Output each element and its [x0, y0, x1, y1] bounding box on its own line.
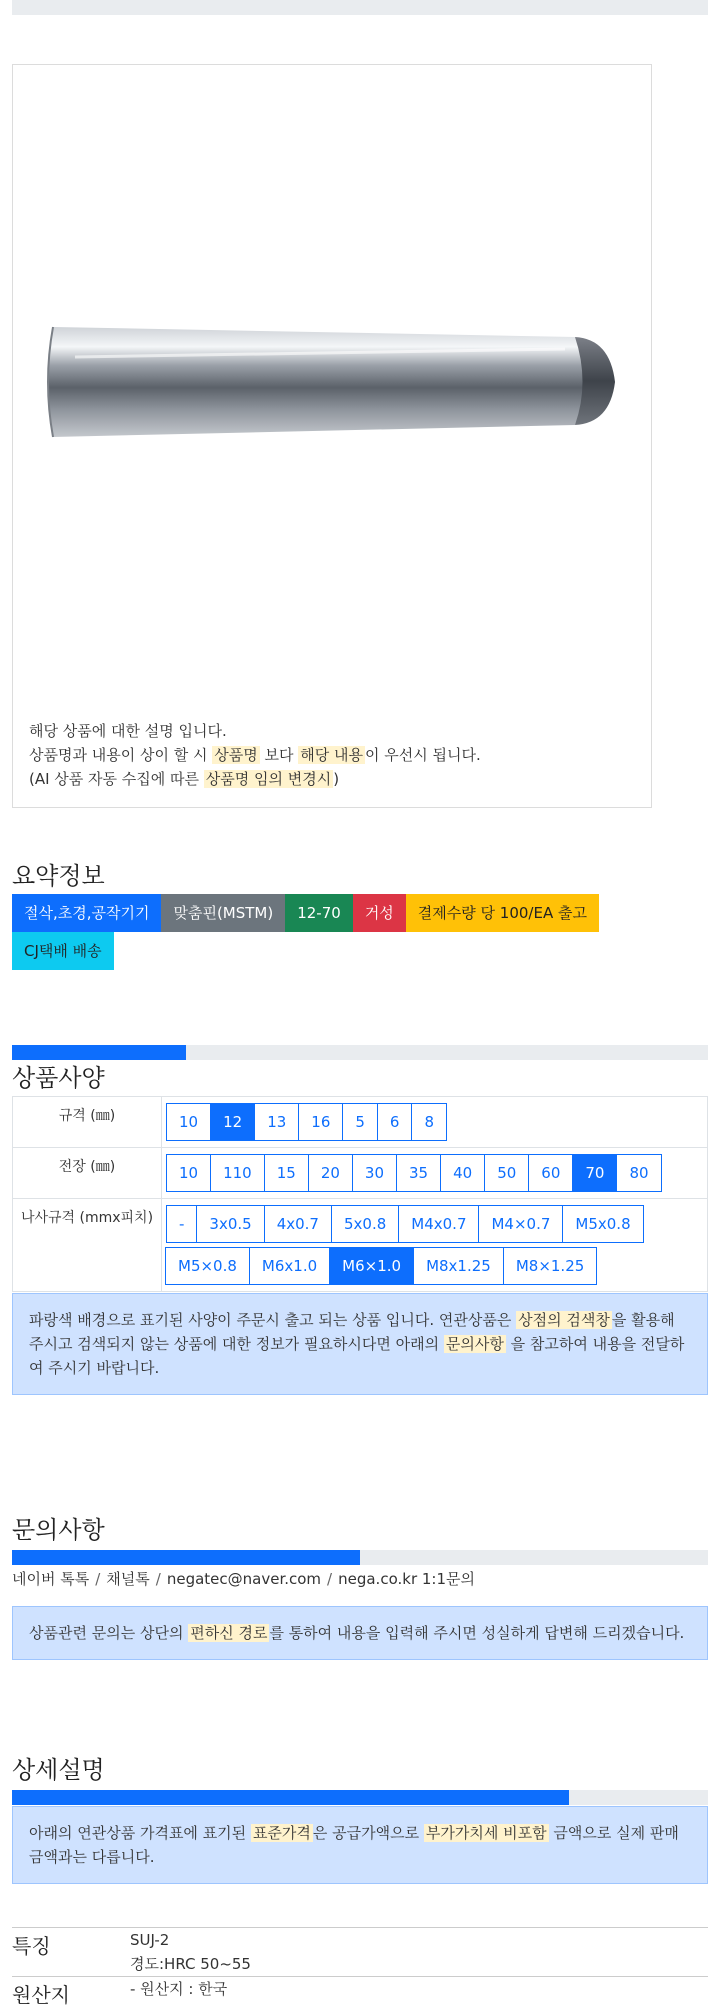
summary-tags: [12, 894, 652, 970]
feature-table: [12, 1927, 708, 2008]
spec-option-button[interactable]: M5×0.8: [165, 1247, 250, 1285]
desc-text: ): [333, 770, 340, 788]
inquiry-notice: [12, 1606, 708, 1660]
notice-text: 을 활용해 주시고 검색되지 않는 상품에 대한 정보가 필요하시다면 아래의: [29, 1311, 675, 1353]
spec-option-button[interactable]: 60: [528, 1154, 573, 1192]
spec-label: 규격 (㎜): [12, 1097, 162, 1147]
desc-text: 이 우선시 됩니다.: [364, 746, 481, 764]
spec-table: [12, 1096, 708, 1292]
feature-row: [12, 1976, 708, 2008]
product-image-card: [12, 64, 652, 808]
feature-label: 원산지: [12, 1983, 70, 2007]
spec-option-button[interactable]: 15: [264, 1154, 309, 1192]
product-description: [29, 719, 635, 791]
notice-highlight: 문의사항: [445, 1335, 504, 1353]
feature-label: 특징: [12, 1934, 51, 1958]
detail-progress-bar: [12, 1790, 708, 1805]
contact-links: [12, 1568, 475, 1589]
desc-highlight: 상품명 임의 변경시: [205, 770, 332, 788]
spec-option-button[interactable]: 8: [411, 1103, 447, 1141]
feature-value: SUJ-2: [130, 1931, 170, 1949]
notice-text: 아래의 연관상품 가격표에 표기된: [29, 1824, 251, 1842]
inquiry-progress-fill: [12, 1550, 360, 1565]
detail-notice: [12, 1806, 708, 1884]
summary-tag: 결제수량 당 100/EA 출고: [406, 894, 599, 932]
feature-value: - 원산지 : 한국: [130, 1980, 228, 1998]
dowel-pin-image: [35, 297, 635, 467]
notice-highlight: 편하신 경로: [190, 1624, 268, 1642]
spec-option-button[interactable]: 5x0.8: [331, 1205, 399, 1243]
spec-option-button[interactable]: 50: [484, 1154, 529, 1192]
feature-values: [130, 1977, 708, 2008]
desc-line-1: 해당 상품에 대한 설명 입니다.: [29, 722, 227, 740]
notice-text: 상품관련 문의는 상단의: [29, 1624, 189, 1642]
spec-option-button[interactable]: 12: [210, 1103, 255, 1141]
notice-text: 은 공급가액으로: [312, 1824, 424, 1842]
spec-option-button[interactable]: M6x1.0: [249, 1247, 330, 1285]
notice-text: 를 통하여 내용을 입력해 주시면 성실하게 답변해 드리겠습니다.: [269, 1624, 685, 1642]
contact-link[interactable]: negatec@naver.com: [166, 1570, 322, 1588]
spec-label: 전장 (㎜): [12, 1148, 162, 1198]
spec-option-button[interactable]: 6: [377, 1103, 413, 1141]
contact-separator: /: [95, 1570, 101, 1588]
contact-link[interactable]: 네이버 톡톡: [12, 1570, 90, 1588]
summary-tag: 12-70: [285, 894, 353, 932]
spec-option-button[interactable]: 10: [166, 1103, 211, 1141]
spec-option-button[interactable]: 10: [166, 1154, 211, 1192]
desc-highlight: 해당 내용: [300, 746, 363, 764]
desc-line-3: [29, 767, 635, 791]
notice-highlight: 표준가격: [252, 1824, 311, 1842]
notice-text: 파랑색 배경으로 표기된 사양이 주문시 출고 되는 상품 입니다. 연관상품은: [29, 1311, 517, 1329]
spec-row: [12, 1097, 708, 1148]
top-divider-bar: [12, 0, 708, 15]
spec-option-button[interactable]: 35: [396, 1154, 441, 1192]
spec-label: 나사규격 (mmx피치): [12, 1199, 162, 1291]
spec-row: [12, 1199, 708, 1292]
detail-title: 상세설명: [12, 1756, 105, 1784]
feature-row: [12, 1927, 708, 1976]
inquiry-progress-bar: [12, 1550, 708, 1565]
notice-text: 금액으로 실제 판매금액과는 다릅니다.: [29, 1824, 679, 1866]
spec-option-button[interactable]: M6×1.0: [329, 1247, 414, 1285]
spec-option-button[interactable]: 3x0.5: [196, 1205, 264, 1243]
specs-progress-bar: [12, 1045, 708, 1060]
spec-option-button[interactable]: M5x0.8: [562, 1205, 643, 1243]
spec-option-button[interactable]: 70: [572, 1154, 617, 1192]
contact-separator: /: [155, 1570, 161, 1588]
spec-option-button[interactable]: 16: [298, 1103, 343, 1141]
notice-text: 을 참고하여 내용을 전달하여 주시기 바랍니다.: [29, 1335, 685, 1377]
desc-line-2: [29, 743, 635, 767]
desc-highlight: 상품명: [214, 746, 258, 764]
spec-option-button[interactable]: 4x0.7: [264, 1205, 332, 1243]
spec-option-button[interactable]: 30: [352, 1154, 397, 1192]
summary-tag: 맞춤핀(MSTM): [161, 894, 285, 932]
detail-progress-fill: [12, 1790, 569, 1805]
specs-notice: [12, 1293, 708, 1395]
spec-options: [162, 1199, 708, 1291]
contact-separator: /: [327, 1570, 333, 1588]
notice-highlight: 상점의 검색창: [518, 1311, 610, 1329]
spec-row: [12, 1148, 708, 1199]
spec-option-button[interactable]: M4x0.7: [398, 1205, 479, 1243]
specs-title: 상품사양: [12, 1064, 105, 1092]
summary-tag: 거성: [353, 894, 406, 932]
spec-option-button[interactable]: 110: [210, 1154, 265, 1192]
spec-option-button[interactable]: M8x1.25: [413, 1247, 504, 1285]
spec-options: [162, 1148, 708, 1198]
feature-value: 경도:HRC 50~55: [130, 1955, 251, 1973]
spec-option-button[interactable]: 40: [440, 1154, 485, 1192]
spec-option-button[interactable]: M8×1.25: [503, 1247, 597, 1285]
summary-tag: 절삭,초경,공작기기: [12, 894, 161, 932]
desc-text: 상품명과 내용이 상이 할 시: [29, 746, 213, 764]
spec-options: [162, 1097, 708, 1147]
feature-values: [130, 1928, 708, 1976]
spec-option-button[interactable]: -: [166, 1205, 197, 1243]
contact-link[interactable]: nega.co.kr 1:1문의: [338, 1570, 475, 1588]
spec-option-button[interactable]: M4×0.7: [478, 1205, 563, 1243]
summary-title: 요약정보: [12, 862, 105, 890]
inquiry-title: 문의사항: [12, 1516, 105, 1544]
spec-option-button[interactable]: 13: [254, 1103, 299, 1141]
desc-text: (AI 상품 자동 수집에 따른: [29, 770, 204, 788]
notice-highlight: 부가가치세 비포함: [425, 1824, 547, 1842]
spec-option-button[interactable]: 80: [616, 1154, 661, 1192]
summary-tag: CJ택배 배송: [12, 932, 114, 970]
spec-option-button[interactable]: 20: [308, 1154, 353, 1192]
spec-option-button[interactable]: 5: [342, 1103, 378, 1141]
desc-text: 보다: [259, 746, 299, 764]
contact-link[interactable]: 채널톡: [106, 1570, 150, 1588]
